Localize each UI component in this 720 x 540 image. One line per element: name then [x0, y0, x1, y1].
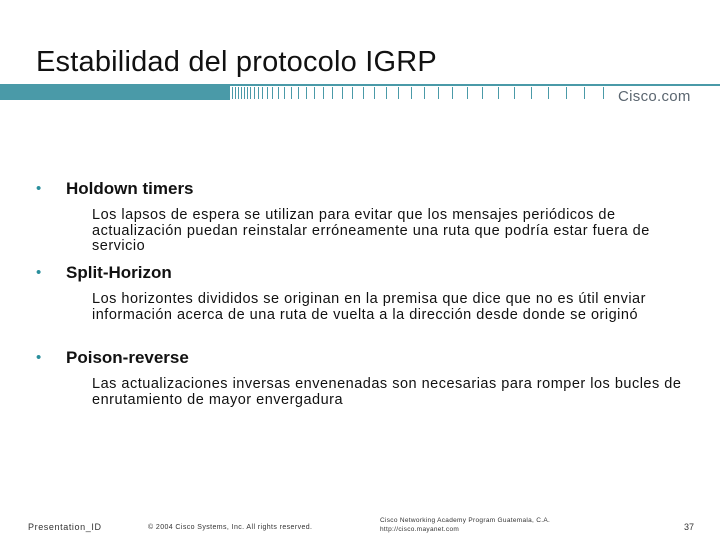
bullet-description: Los lapsos de espera se utilizan para evitar que los mensajes periódicos de actualización puedan reinstalar erróneamente una ruta que podría estar fuera de servicio	[92, 207, 650, 254]
cisco-logo: Cisco.com	[618, 88, 691, 105]
bullet-heading: Poison-reverse	[66, 348, 189, 367]
footer-academy-url[interactable]: http://cisco.mayanet.com	[380, 526, 460, 533]
bullet-item-split-horizon	[36, 264, 172, 282]
footer-academy	[380, 516, 550, 534]
bullet-item-holdown	[36, 180, 194, 198]
bullet-item-poison-reverse	[36, 349, 189, 367]
page-number: 37	[684, 522, 695, 532]
footer-academy-name: Cisco Networking Academy Program Guatemala, C.A.	[380, 517, 551, 524]
footer-presentation-id: Presentation_ID	[28, 522, 102, 532]
bullet-description: Las actualizaciones inversas envenenadas son necesarias para romper los bucles de enrutamiento de mayor envergadura	[92, 376, 682, 408]
bullet-heading: Split-Horizon	[66, 263, 172, 282]
slide-title: Estabilidad del protocolo IGRP	[36, 46, 437, 78]
bullet-heading: Holdown timers	[66, 179, 194, 198]
bullet-icon: •	[36, 180, 42, 197]
bullet-icon: •	[36, 264, 42, 281]
bullet-description: Los horizontes divididos se originan en la premisa que dice que no es útil enviar información acerca de una ruta de vuelta a la dirección desde donde se originó	[92, 291, 646, 323]
title-rule	[0, 84, 720, 100]
footer-copyright: © 2004 Cisco Systems, Inc. All rights reserved.	[148, 524, 313, 531]
bullet-icon: •	[36, 349, 42, 366]
